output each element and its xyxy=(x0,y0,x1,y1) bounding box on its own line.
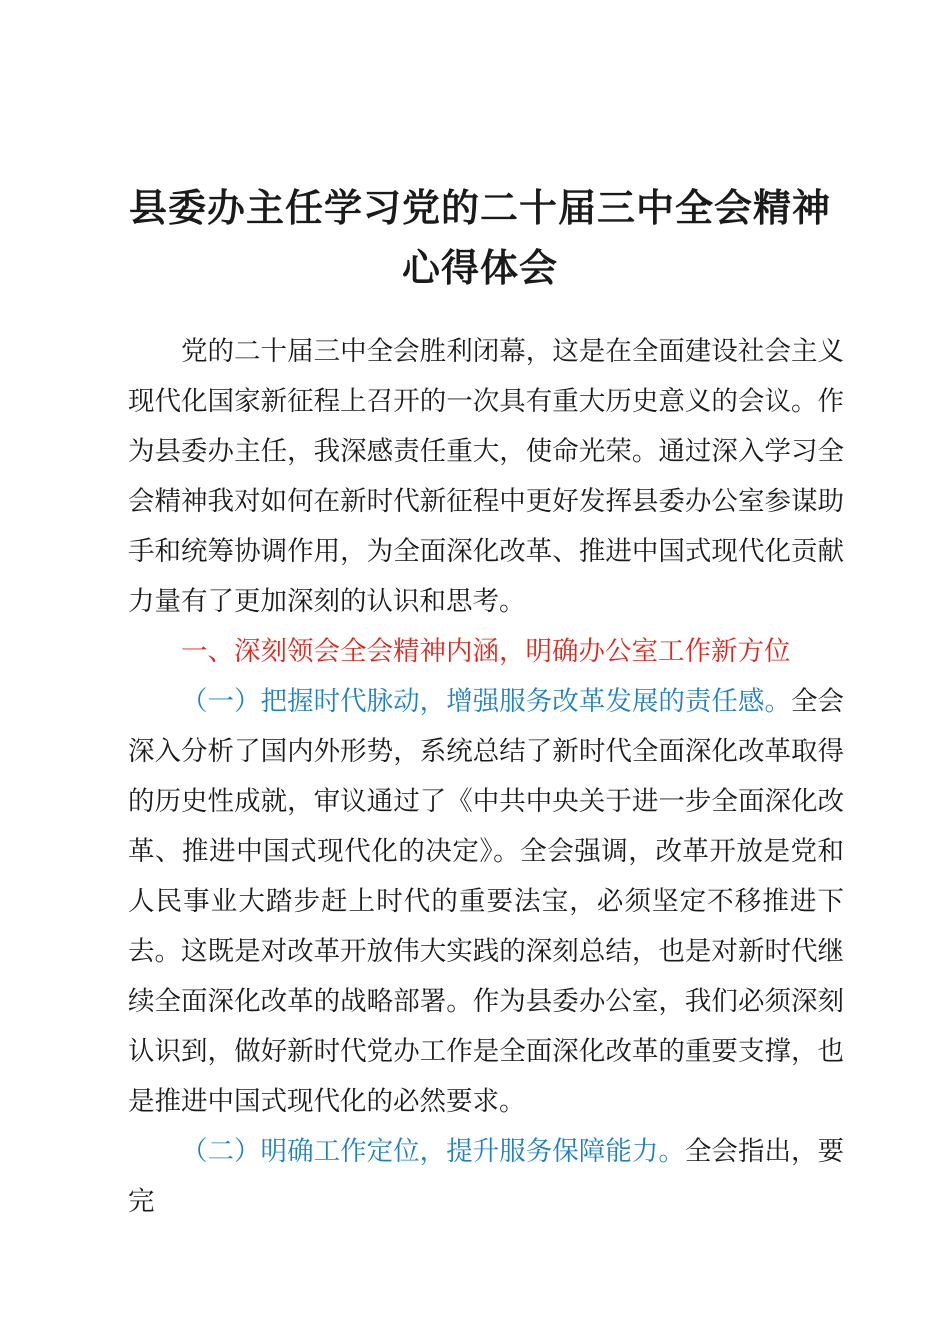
subsection-paragraph-1 xyxy=(128,677,844,1127)
subsection-heading-1: （一）把握时代脉动，增强服务改革发展的责任感。 xyxy=(181,686,791,717)
section-heading-1: 一、深刻领会全会精神内涵，明确办公室工作新方位 xyxy=(181,636,791,667)
subsection-text-2: 全会指出，要完 xyxy=(128,1136,845,1217)
subsection-text-1: 全会深入分析了国内外形势，系统总结了新时代全面深化改革取得的历史性成就，审议通过了《中共中央关于进一步全面深化改革、推进中国式现代化的决定》。全会强调，改革开放是党和人民事业大踏步赶上时代的重要法宝，必须坚定不移推进下去。这既是对改革开放伟大实践的深刻总结，也是对新时代继续全面深化改革的战略部署。作为县委办公室，我们必须深刻认识到，做好新时代党办工作是全面深化改革的重要支撑，也是推进中国式现代化的必然要求。 xyxy=(128,686,845,1117)
subsection-heading-2: （二）明确工作定位，提升服务保障能力。 xyxy=(181,1136,685,1167)
document-title: 县委办主任学习党的二十届三中全会精神心得体会 xyxy=(128,186,831,290)
subsection-paragraph-2 xyxy=(128,1127,844,1227)
intro-paragraph: 党的二十届三中全会胜利闭幕，这是在全面建设社会主义现代化国家新征程上召开的一次具有重大历史意义的会议。作为县委办主任，我深感责任重大，使命光荣。通过深入学习全会精神我对如何在新时代新征程中更好发挥县委办公室参谋助手和统筹协调作用，为全面深化改革、推进中国式现代化贡献力量有了更加深刻的认识和思考。 xyxy=(128,336,844,617)
document-body xyxy=(128,327,844,1227)
